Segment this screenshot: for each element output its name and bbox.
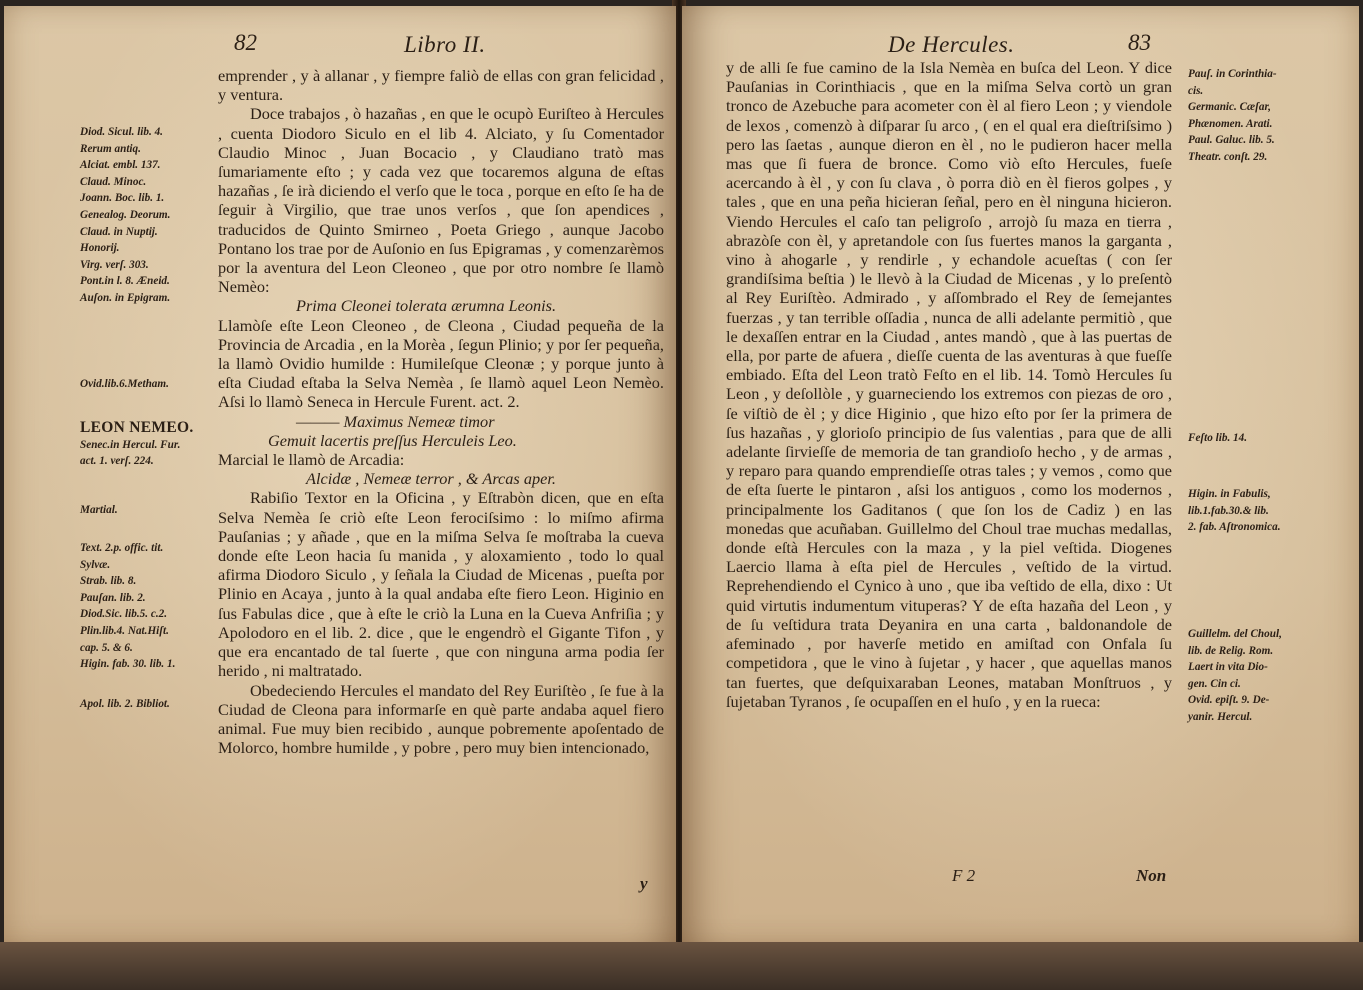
margin-note: 2. fab. Aſtronomica. — [1188, 521, 1281, 534]
right-catchword: Non — [1136, 866, 1167, 885]
margin-note: yanir. Hercul. — [1188, 710, 1253, 723]
margin-note: Pauſan. lib. 2. — [80, 591, 146, 604]
margin-heading-leon-nemeo: LEON NEMEO. — [80, 419, 194, 436]
left-page — [4, 6, 676, 942]
right-margin-notes — [1188, 66, 1277, 166]
margin-note: Honorij. — [80, 242, 120, 255]
margin-note: Text. 2.p. offic. tit. — [80, 542, 164, 554]
margin-note: lib. de Relig. Rom. — [1188, 644, 1274, 657]
margin-note: Higin. in Fabulis, — [1188, 488, 1271, 500]
paragraph: Llamòſe eſte Leon Cleoneo , de Cleona , Ciudad pequeña de la Provincia de Arcadia , en la Morèa , ſegun Plinio; y por ſer pequeña, la llamò Ovidio humilde : Humileſque Cleonæ ; y porque junto à eſta Ciudad eſtaba la Selva Nemèa , ſe llamò aquel Leon Nemèo. Aſsi lo llamò Seneca in Hercule Furent. act. 2. — [218, 315, 664, 412]
margin-note: Auſon. in Epigram. — [80, 291, 171, 304]
margin-note: Strab. lib. 8. — [80, 575, 137, 588]
margin-note: Phænomen. Arati. — [1188, 117, 1273, 130]
margin-note: Sylvæ. — [80, 558, 111, 571]
margin-note: Laert in vita Dio- — [1188, 661, 1268, 674]
margin-note: Paul. Galuc. lib. 5. — [1188, 134, 1275, 147]
right-body-text — [726, 58, 1172, 711]
paragraph: Marcial le llamò de Arcadia: — [218, 450, 405, 470]
right-page — [682, 6, 1359, 942]
margin-note: Joann. Boc. lib. 1. — [80, 192, 165, 205]
verse-line: Prima Cleonei tolerata ærumna Leonis. — [296, 296, 557, 316]
margin-note: Ovid. epiſt. 9. De- — [1188, 694, 1270, 707]
left-margin-notes-martial — [80, 502, 118, 519]
right-margin-notes-choul — [1188, 626, 1282, 726]
left-margin-notes — [80, 124, 170, 307]
paragraph: Rabiſio Textor en la Oficina , y Eſtrabòn dicen, que en eſta Selva Nemèa ſe criò eſte Leon ferociſsimo : lo miſmo afirma Pauſanias ; y añade , que en la miſma Selva ſe moſtraba la cueva donde eſte Leon hacia ſu manida , y aloxamiento , todo lo qual afirma Diodoro Siculo , y ſeñala la Ciudad de Micenas , pueſta por Plinio en Acaya , junto à la qual andaba eſte fiero Leon. Higinio en ſus Fabulas dice , que à eſte le criò la Luna en la Cueva Anfriſia ; y Apolodoro en el lib. 2. dice , que le engendrò el Gigante Tifon , y que era encantado de tal ſuerte , que con ninguna arma podia ſer herido , ni maltratado. — [218, 488, 664, 681]
margin-note: Claud. Minoc. — [80, 175, 147, 188]
margin-note: Rerum antiq. — [80, 142, 141, 155]
left-catchword: y — [640, 874, 648, 893]
margin-note: Genealog. Deorum. — [80, 208, 171, 221]
margin-note: Germanic. Cæſar, — [1188, 101, 1271, 114]
left-body-text — [218, 66, 664, 757]
margin-note: act. 1. verſ. 224. — [80, 455, 154, 468]
left-margin-notes-apol — [80, 696, 170, 713]
left-page-number: 82 — [234, 30, 257, 55]
paragraph: Doce trabajos , ò hazañas , en que le ocupò Euriſteo à Hercules , cuenta Diodoro Siculo en el lib 4. Alciato, y ſu Comentador Claudio Minoc , Juan Bocacio , y Claudiano tratò mas ſumariamente eſto ; y cada vez que tocaremos alguna de eſtas hazañas , ſe irà diciendo el verſo que le toca , porque en eſto ſe ha de ſeguir à Virgilio, que trae unos verſos , que ſon apendices , traducidos de Quinto Smirneo , Poeta Griego , aunque Jacobo Pontano los trae por de Auſonio en ſus Epigramas , y comenzarèmos por la aventura del Leon Cleoneo , que por otro nombre ſe llamò Nemèo: — [218, 104, 664, 297]
paragraph: Obedeciendo Hercules el mandato del Rey Euriſtèo , ſe fue à la Ciudad de Cleona para informarſe en què parte andaba aquel fiero animal. Fue muy bien recibido , aunque pobremente apoſentado de Molorco, hombre humilde , y pobre , pero muy bien intencionado, — [218, 680, 664, 758]
margin-note: Pont.in l. 8. Æneid. — [80, 275, 170, 288]
left-margin-notes-ovid — [80, 376, 169, 393]
margin-note: cap. 5. & 6. — [80, 641, 133, 654]
margin-note: Diod. Sicul. lib. 4. — [80, 126, 163, 138]
margin-note: Apol. lib. 2. Bibliot. — [80, 698, 170, 710]
verse-line: ——— Maximus Nemeæ timor — [296, 411, 495, 431]
paragraph: emprender , y à allanar , y fiempre faliò de ellas con gran felicidad , y ventura. — [218, 66, 664, 105]
right-margin-notes-festo — [1188, 430, 1247, 447]
signature-mark: F 2 — [952, 866, 976, 885]
margin-note: Diod.Sic. lib.5. c.2. — [80, 608, 168, 621]
margin-note: Pauſ. in Corinthia- — [1188, 68, 1277, 80]
right-margin-notes-higin — [1188, 486, 1281, 536]
margin-note: Senec.in Hercul. Fur. — [80, 438, 181, 451]
verse-line: Gemuit lacertis preſſus Herculeis Leo. — [268, 430, 517, 450]
table-surface — [0, 942, 1363, 990]
margin-note: Plin.lib.4. Nat.Hiſt. — [80, 624, 169, 637]
margin-note: Ovid.lib.6.Metham. — [80, 378, 169, 390]
verse-line: Alcidæ , Nemeæ terror , & Arcas aper. — [306, 469, 556, 489]
right-page-number: 83 — [1128, 30, 1151, 55]
paragraph: y de alli ſe fue camino de la Isla Nemèa en buſca del Leon. Y dice Pauſanias in Corinthiacis , que en la miſma Selva cortò un gran tronco de Azebuche para acometer con èl al fiero Leon ; y viendole de lexos , comenzò à diſparar ſu arco , ( en el qual era dieſtriſsimo ) pero las ſaetas , aunque dieron en èl , no le pudieron hacer mella mas que ſi fuera de bronce. Como viò eſto Hercules, fueſe acercando à èl , y con ſu clava , ò porra diò en èl fieros golpes , y tales , que en una peña hicieran ſeñal, pero en èl ninguna hicieron. Viendo Hercules el caſo tan peligroſo , arrojò ſu maza en tierra , abrazòſe con èl, y apretandole con ſus fuertes manos la garganta , vino à ahogarle , y rendirle , y echandole acueſtas ( con ſer grandiſsima beſtia ) le llevò à la Ciudad de Micenas , y lo preſentò al Rey Euriſtèo. Admirado , y aſſombrado el Rey de ſemejantes fuerzas , y tan terrible oſſadia , nunca de alli adelante permitiò , que le dexaſſen entrar en la Ciudad , antes mandò , que à las puertas de ella, por parte de afuera , dieſſe cuenta de las aventuras à que fueſſe embiado. Eſta del Leon tratò Feſto en el lib. 14. Tomò Hercules ſu Leon , y deſollòle , y guarneciendo los extremos con piezas de oro , ſe viſtiò de èl ; y dice Higinio , que hizo eſto por ſer la primera de ſus hazañas , y glorioſo principio de ſus valentias , para que de alli adelante ſirvieſſe de memoria de tan grandioſo hecho , y de armas , y reparo para quando emprendieſſe otras tales ; y vemos , como que de eſta ſuerte le pintaron , aſsi los antiguos , como los modernos , principalmente los Gaditanos ( que ſon los de Cadiz ) en las monedas que acuñaban. Guillelmo del Choul trae muchas medallas, donde eſtà Hercules con la maza , y la piel veſtida. Diogenes Laercio llama à eſta piel de Hercules , veſtido de la virtud. Reprehendiendo el Cynico à uno , que iba veſtido de ella, dixo : Ut quid virtutis indumentum vituperas? Y de eſta hazaña del Leon , y de ſu veſtidura trata Deyanira en una carta , baldonandole de afeminado , por haverſe metido en amiſtad con Onfala ſu competidora , que le vino à ſujetar , y hacer , que aquellas manos tan fuertes, que deſquixaraban Leones, mataban Monſtruos , y ſujetaban Tyranos , ſe ocupaſſen en el huſo , y en la rueca: — [726, 58, 1172, 711]
margin-note: Claud. in Nuptij. — [80, 225, 158, 238]
margin-note: Theatr. conſt. 29. — [1188, 150, 1268, 163]
margin-note: lib.1.fab.30.& lib. — [1188, 504, 1269, 517]
left-margin-notes-text — [80, 540, 175, 673]
left-running-head: Libro II. — [404, 32, 486, 57]
margin-note: Feſto lib. 14. — [1188, 432, 1248, 444]
margin-note: Virg. verſ. 303. — [80, 258, 149, 271]
margin-note: Guillelm. del Choul, — [1188, 628, 1282, 640]
margin-note: Alciat. embl. 137. — [80, 159, 161, 172]
right-running-head: De Hercules. — [888, 32, 1015, 57]
margin-note: Martial. — [80, 504, 118, 516]
margin-note: Higin. fab. 30. lib. 1. — [80, 658, 176, 671]
margin-note: gen. Cin ci. — [1188, 677, 1241, 690]
margin-note: cis. — [1188, 84, 1204, 97]
left-margin-notes-leon — [80, 420, 194, 470]
